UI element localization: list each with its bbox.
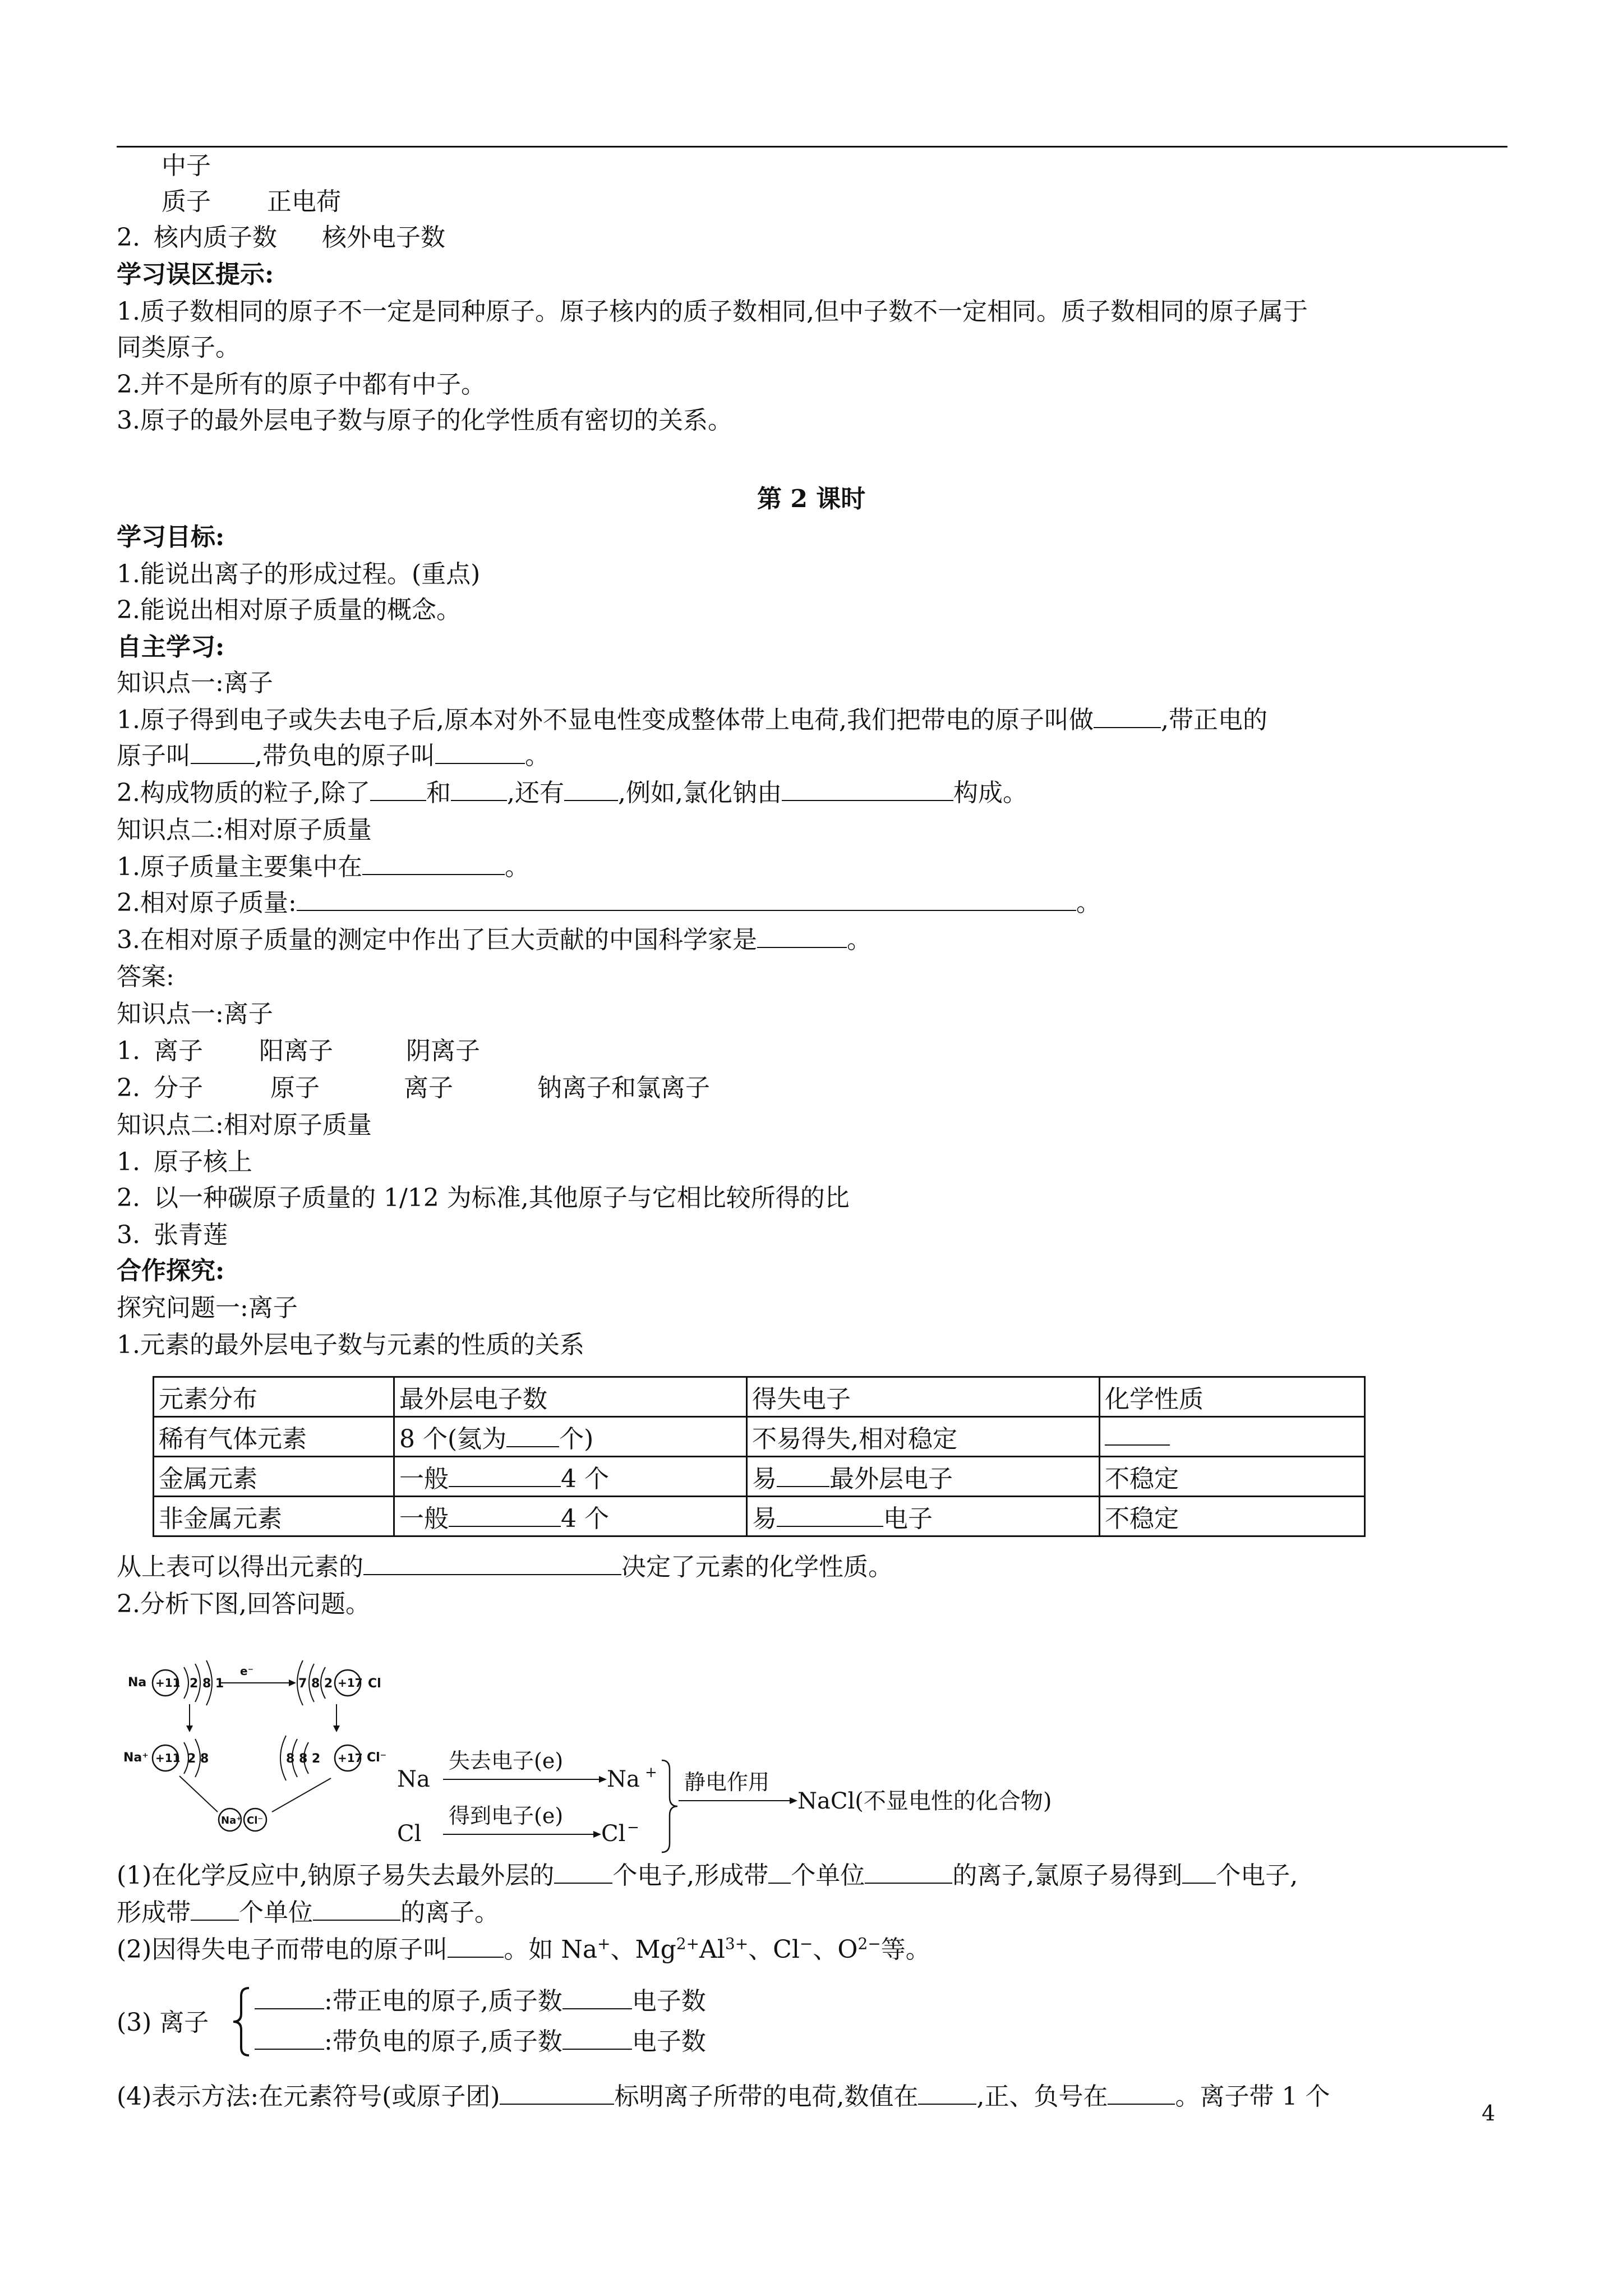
na-ion-ball-label: Na⁺ [221,1815,242,1826]
equation-cl-minus: Cl [601,1821,626,1847]
arrowhead-icon [599,1776,607,1783]
equation-gain-label: 得到电子(e) [449,1803,564,1828]
question-p1-line2: 形成带 个单位 的离子。 [117,1898,499,1927]
table-header-cell: 化学性质 [1100,1377,1365,1417]
answers-heading: 答案: [117,963,174,991]
cl-atom-label: Cl [368,1677,381,1691]
question-p3-row1: :带正电的原子,质子数 电子数 [255,1986,706,2017]
cl-nucleus-charge: +17 [338,1676,363,1690]
objective-item: 1.能说出离子的形成过程。(重点) [117,560,481,588]
na-ion-nucleus-charge: +11 [155,1751,181,1765]
question-p4: (4)表示方法:在元素符号(或原子团) 标明离子所带的电荷,数值在 ,正、负号在 。离子带 1 个 [117,2082,1330,2111]
lesson-title: 第 2 课时 [757,485,866,513]
answer-row-3: 1. 原子核上 [117,1148,252,1176]
answer-row-1: 1. 离子 阳离子 阴离子 [117,1037,480,1065]
question-p2: (2)因得失电子而带电的原子叫 。如 Na+、$Mg^{2+}Al^{3+}$、Cl−、$O^{2-}$等。 [117,1934,930,1964]
question-3: 1.原子质量主要集中在 。 [117,853,529,881]
question-5: 3.在相对原子质量的测定中作出了巨大贡献的中国科学家是 。 [117,926,872,954]
cooperate-heading: 合作探究: [117,1257,225,1285]
table-cell: 金属元素 [154,1457,394,1497]
equation-na-plus: Na [607,1766,640,1792]
header-rule [117,146,1507,148]
inquiry-1-title: 探究问题一:离子 [117,1294,298,1322]
table-cell: 不易得失,相对稳定 [747,1417,1100,1457]
ion-formation-diagram [118,1638,1127,1857]
electron-label: e⁻ [240,1664,254,1678]
table-cell: 不稳定 [1100,1497,1365,1536]
arrowhead-icon [790,1797,797,1804]
arrowhead-icon [186,1726,193,1732]
table-conclusion: 从上表可以得出元素的 决定了元素的化学性质。 [117,1553,893,1581]
misconception-item: 3.原子的最外层电子数与原子的化学性质有密切的关系。 [117,406,732,435]
p3-brace-icon [230,1986,252,2059]
equation-cl: Cl [397,1821,422,1847]
converge-arrow-right [272,1778,331,1812]
equation-lose-label: 失去电子(e) [449,1749,564,1773]
na-shell-numbers: 2 8 1 [190,1677,224,1691]
self-study-heading: 自主学习: [117,633,225,661]
objective-item: 2.能说出相对原子质量的概念。 [117,596,461,624]
equation-brace [662,1760,677,1852]
answer-row-2: 2. 分子 原子 离子 钠离子和氯离子 [117,1074,710,1102]
misconception-item: 同类原子。 [117,333,240,362]
equation-na: Na [397,1766,430,1792]
table-row [154,1497,1365,1536]
answers-kp2-title: 知识点二:相对原子质量 [117,1111,372,1139]
objectives-heading: 学习目标: [117,523,225,551]
question-p3-row2: :带负电的原子,质子数 电子数 [255,2026,706,2058]
inquiry-question-2: 2.分析下图,回答问题。 [117,1590,370,1618]
misconception-item: 1.质子数相同的原子不一定是同种原子。原子核内的质子数相同,但中子数不一定相同。质子数相同的原子属于 [117,297,1308,326]
table-header-cell: 最外层电子数 [394,1377,747,1417]
table-cell: 易 最外层电子 [747,1457,1100,1497]
cl-ion-shell-numbers: 8 8 2 [286,1752,321,1766]
answer-line-proton: 质子 正电荷 [162,187,341,216]
na-ion-shell-numbers: 2 8 [187,1752,209,1766]
question-p3-label: (3) 离子 [117,2008,209,2037]
kp2-title: 知识点二:相对原子质量 [117,816,372,844]
table-cell: 一般 4 个 [394,1457,747,1497]
arrowhead-icon [593,1831,601,1838]
question-4: 2.相对原子质量: 。 [117,889,1101,917]
equation-static-label: 静电作用 [684,1770,770,1795]
equation-cl-minus-sup: − [627,1819,639,1836]
arrowhead-icon [333,1726,340,1732]
answers-kp1-title: 知识点一:离子 [117,1000,273,1028]
table-header-cell: 元素分布 [154,1377,394,1417]
page-number: 4 [1482,2101,1496,2125]
question-1-line2: 原子叫 ,带负电的原子叫 。 [117,742,550,770]
na-ion-label: Na⁺ [123,1751,149,1765]
question-p1-line1: (1)在化学反应中,钠原子易失去最外层的 个电子,形成带 个单位 的离子,氯原子易得到 个电子, [117,1861,1298,1890]
table-header-cell: 得失电子 [747,1377,1100,1417]
misconception-item: 2.并不是所有的原子中都有中子。 [117,370,486,399]
cl-ion-nucleus-charge: +17 [338,1751,363,1765]
equation-na-plus-sup: + [645,1764,657,1781]
table-cell: 易 电子 [747,1497,1100,1536]
cl-ion-ball-label: Cl⁻ [247,1815,263,1826]
table-header-row [154,1377,1365,1417]
answer-row-4: 2. 以一种碳原子质量的 1/12 为标准,其他原子与它相比较所得的比 [117,1184,850,1212]
na-nucleus-charge: +11 [155,1676,181,1690]
question-2: 2.构成物质的粒子,除了 和 ,还有 ,例如,氯化钠由 构成。 [117,779,1027,807]
kp1-title: 知识点一:离子 [117,669,273,697]
answer-line-neutron: 中子 [162,151,211,180]
equation-product: NaCl(不显电性的化合物) [797,1788,1052,1814]
answer-row-5: 3. 张青莲 [117,1221,228,1249]
table-cell: 一般 4 个 [394,1497,747,1536]
table-cell: 8 个(氦为 个) [394,1417,747,1457]
table-row [154,1417,1365,1457]
answer-line-2: 2. 核内质子数 核外电子数 [117,223,445,252]
table-cell: 稀有气体元素 [154,1417,394,1457]
table-row [154,1457,1365,1497]
table-cell: 不稳定 [1100,1457,1365,1497]
cl-shell-numbers: 7 8 2 [298,1677,333,1691]
arrowhead-icon [289,1680,296,1686]
table-cell: 非金属元素 [154,1497,394,1536]
element-property-table [153,1376,1366,1537]
misconception-heading: 学习误区提示: [117,260,274,289]
table-cell [1100,1417,1365,1457]
question-1-line1: 1.原子得到电子或失去电子后,原本对外不显电性变成整体带上电荷,我们把带电的原子叫做 ,带正电的 [117,706,1267,734]
converge-arrow-left [179,1776,218,1812]
na-atom-label: Na [128,1676,147,1690]
cl-ion-label: Cl⁻ [367,1751,387,1765]
inquiry-question-1: 1.元素的最外层电子数与元素的性质的关系 [117,1331,584,1359]
